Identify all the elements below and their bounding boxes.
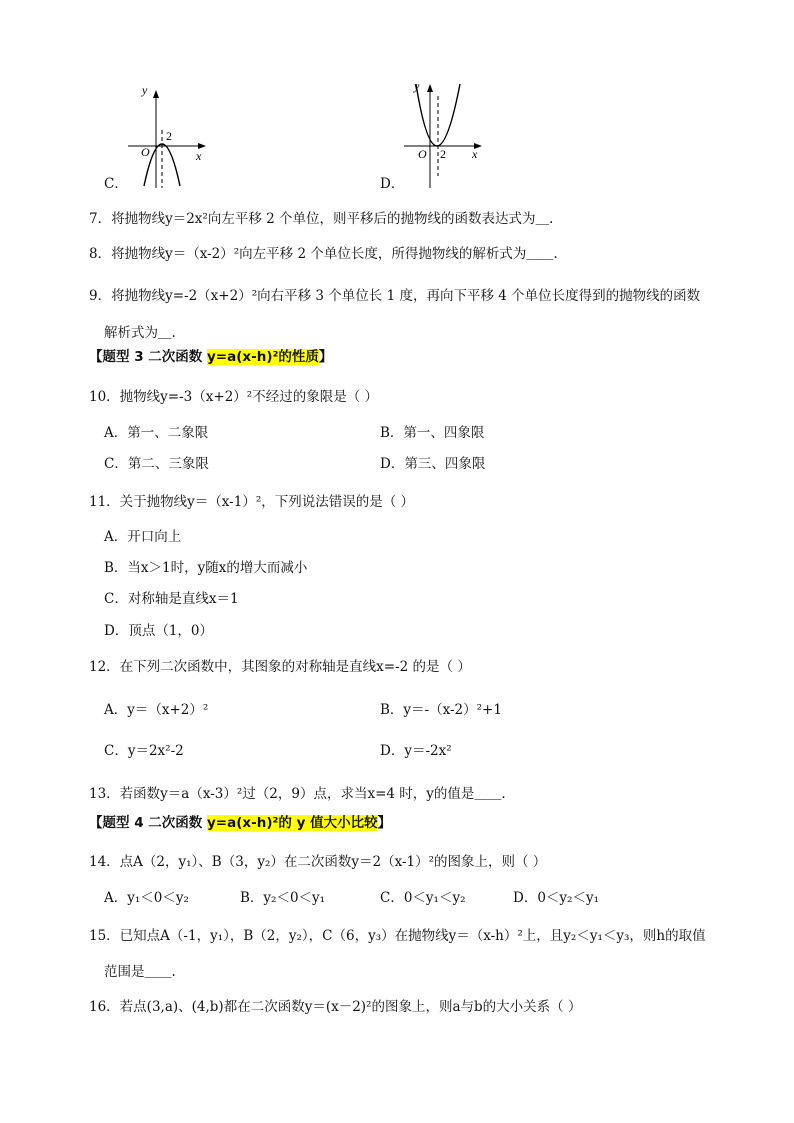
graph-option-d <box>398 76 508 190</box>
y-axis-label: y <box>414 79 420 93</box>
tick-label: 2 <box>440 147 446 161</box>
question-10-option-c: C．第二、三象限 <box>104 456 209 472</box>
question-10: 10．抛物线y=-3（x+2）²不经过的象限是（ ） <box>89 389 378 405</box>
question-11-option-d: D．顶点（1，0） <box>104 623 214 639</box>
x-axis-label: x <box>196 149 202 163</box>
y-axis-arrow <box>153 90 159 98</box>
question-10-option-b: B．第一、四象限 <box>380 425 485 441</box>
question-12: 12．在下列二次函数中，其图象的对称轴是直线x=-2 的是（ ） <box>89 659 471 675</box>
question-11-option-a: A．开口向上 <box>104 529 182 545</box>
question-11: 11．关于抛物线y＝（x-1）²，下列说法错误的是（ ） <box>89 494 415 510</box>
question-11-option-b: B．当x＞1时，y随x的增大而减小 <box>104 560 308 576</box>
graph-option-c <box>100 78 220 190</box>
question-14: 14．点A（2，y₁）、B（3，y₂）在二次函数y＝2（x-1）²的图象上，则（ ） <box>89 854 547 870</box>
question-15-line-1: 15．已知点A（-1，y₁），B（2，y₂），C（6，y₃）在抛物线y＝（x-h）²上，且y₂＜y₁＜y₃，则h的取值 <box>89 928 706 944</box>
origin-label: O <box>418 147 427 161</box>
question-8: 8．将抛物线y＝（x-2）²向左平移 2 个单位长度，所得抛物线的解析式为＿＿. <box>89 246 558 262</box>
question-12-option-c: C．y＝2x²-2 <box>104 743 184 759</box>
parabola-curve <box>416 84 460 146</box>
origin-label: O <box>141 145 150 159</box>
x-axis-label: x <box>472 147 478 161</box>
section-header-3: 【题型 3 二次函数 y=a(x-h)²的性质】 <box>89 349 333 365</box>
question-14-option-d: D．0＜y₂＜y₁ <box>513 890 599 906</box>
question-14-option-c: C．0＜y₁＜y₂ <box>380 890 466 906</box>
question-9-line-2: 解析式为＿. <box>104 325 176 341</box>
question-15-line-2: 范围是＿＿. <box>104 964 176 980</box>
question-12-option-b: B．y＝-（x-2）²+1 <box>380 702 502 718</box>
question-12-option-a: A．y＝（x+2）² <box>104 702 209 718</box>
option-c-label: C． <box>104 176 128 192</box>
question-12-option-d: D．y＝-2x² <box>380 743 452 759</box>
question-11-option-c: C．对称轴是直线x＝1 <box>104 591 239 607</box>
question-10-option-d: D．第三、四象限 <box>380 456 486 472</box>
question-13: 13．若函数y＝a（x-3）²过（2，9）点，求当x=4 时，y的值是＿＿. <box>89 786 506 802</box>
question-16: 16．若点(3,a)、(4,b)都在二次函数y＝(x－2)²的图象上，则a与b的大小关系（ ） <box>89 999 582 1015</box>
y-axis-label: y <box>142 83 148 97</box>
question-9-line-1: 9．将抛物线y=-2（x+2）²向右平移 3 个单位长 1 度，再向下平移 4 个单位长度得到的抛物线的函数 <box>89 288 701 304</box>
question-7: 7．将抛物线y＝2x²向左平移 2 个单位，则平移后的抛物线的函数表达式为＿. <box>89 211 554 227</box>
question-14-option-a: A．y₁＜0＜y₂ <box>104 890 189 906</box>
section-header-4: 【题型 4 二次函数 y=a(x-h)²的 y 值大小比较】 <box>89 815 392 831</box>
question-10-option-a: A．第一、二象限 <box>104 425 209 441</box>
question-14-option-b: B．y₂＜0＜y₁ <box>240 890 326 906</box>
tick-label: 2 <box>166 129 172 143</box>
y-axis-arrow <box>427 84 433 92</box>
option-d-label: D． <box>380 176 405 192</box>
